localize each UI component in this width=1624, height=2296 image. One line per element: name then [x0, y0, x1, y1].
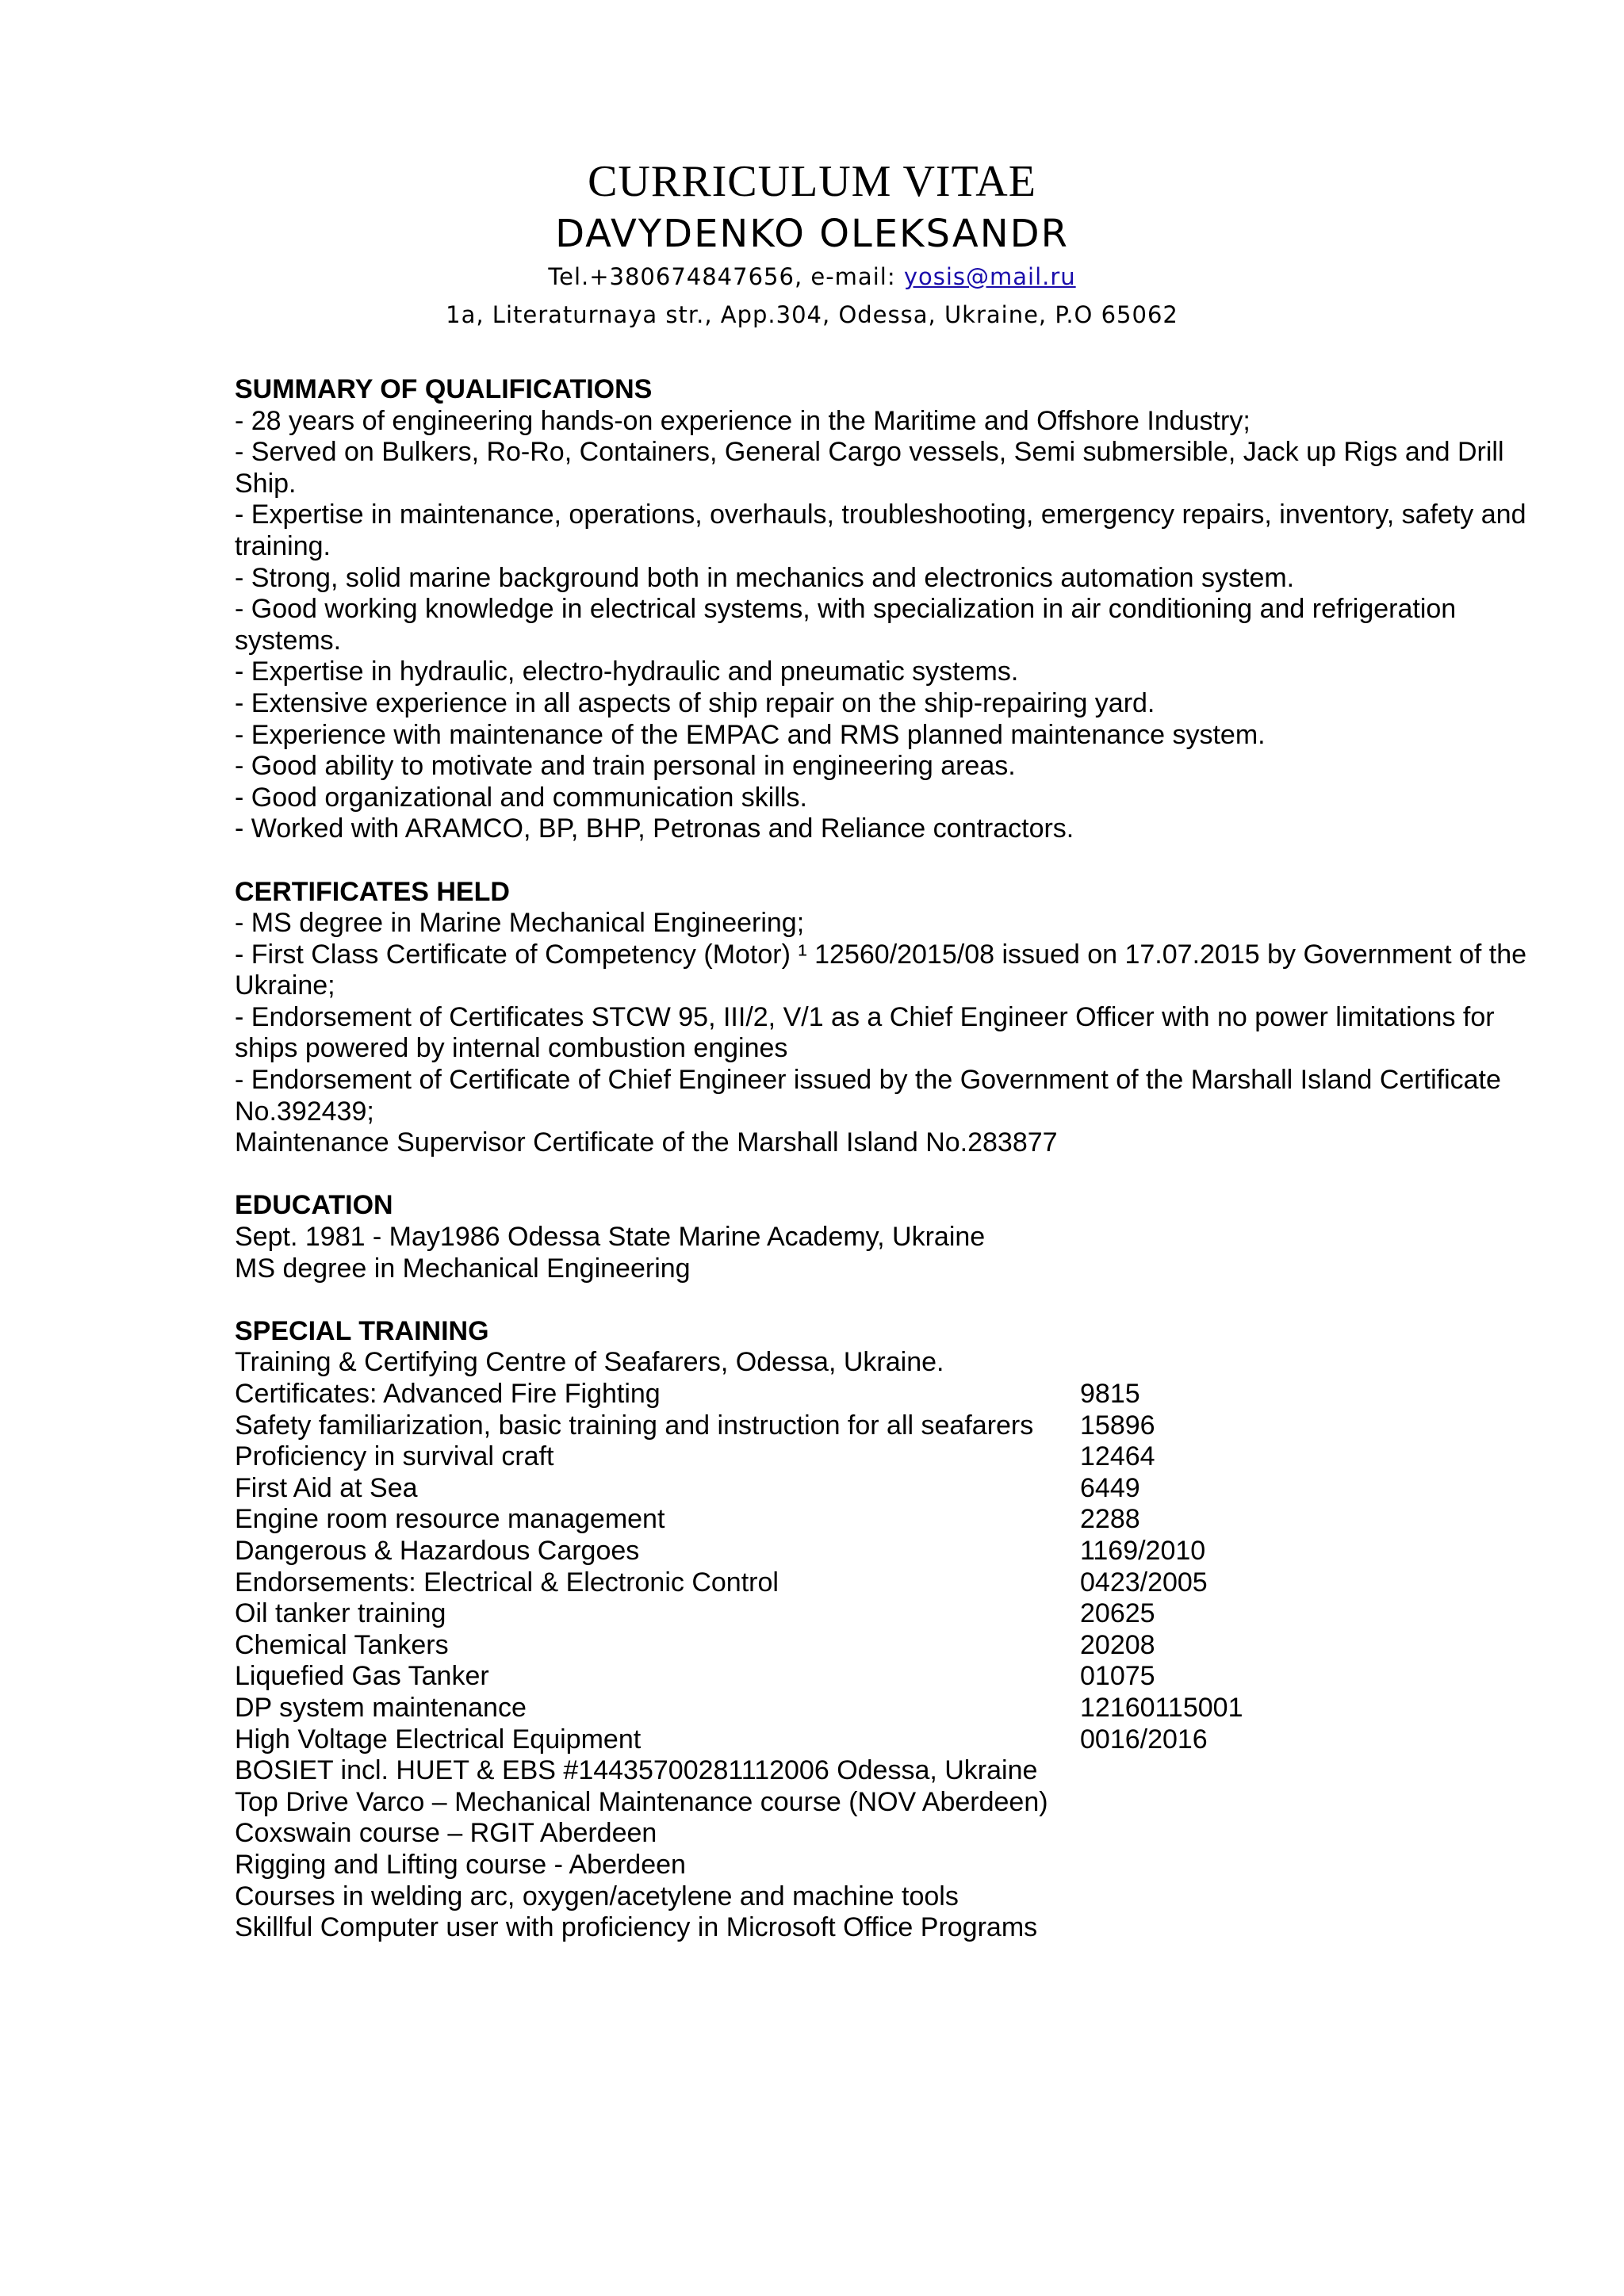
training-extra-item: Rigging and Lifting course - Aberdeen [235, 1849, 686, 1880]
email-link[interactable]: yosis@mail.ru [903, 263, 1076, 290]
section-title: SUMMARY OF QUALIFICATIONS [235, 374, 653, 404]
training-course: Proficiency in survival craft [235, 1441, 554, 1472]
training-row [235, 1598, 1535, 1630]
summary-item: - Expertise in hydraulic, electro-hydraulic and pneumatic systems. [235, 656, 1019, 687]
training-course: Safety familiarization, basic training and instruction for all seafarers [235, 1410, 1034, 1441]
cv-header [0, 155, 1624, 334]
cv-name: DAVYDENKO OLEKSANDR [555, 212, 1069, 256]
education-section [235, 1190, 1535, 1284]
training-extra-item: BOSIET incl. HUET & EBS #14435700281112006 Odessa, Ukraine [235, 1755, 1038, 1786]
training-row [235, 1379, 1535, 1410]
training-row [235, 1441, 1535, 1473]
training-course: High Voltage Electrical Equipment [235, 1724, 642, 1755]
training-course: Liquefied Gas Tanker [235, 1661, 489, 1692]
certificate-item: - Endorsement of Certificate of Chief Engineer issued by the Government of the Marshall Island Certificate No.392439; [235, 1065, 1501, 1127]
cv-title: CURRICULUM VITAE [588, 157, 1036, 206]
training-row [235, 1410, 1535, 1442]
training-extra-item: Coxswain course – RGIT Aberdeen [235, 1818, 657, 1849]
summary-item: - 28 years of engineering hands-on experience in the Maritime and Offshore Industry; [235, 405, 1251, 436]
summary-item: - Strong, solid marine background both in mechanics and electronics automation system. [235, 562, 1295, 593]
training-course: Chemical Tankers [235, 1629, 449, 1660]
training-row [235, 1536, 1535, 1567]
training-cert-number: 20625 [1080, 1598, 1155, 1629]
training-cert-number: 9815 [1080, 1379, 1140, 1409]
training-cert-number: 2288 [1080, 1504, 1140, 1535]
certificate-item: - MS degree in Marine Mechanical Engineering; [235, 908, 805, 939]
summary-item: - Served on Bulkers, Ro-Ro, Containers, General Cargo vessels, Semi submersible, Jack up Rigs and Drill Ship. [235, 437, 1504, 499]
training-row [235, 1473, 1535, 1505]
training-course: Endorsements: Electrical & Electronic Control [235, 1567, 779, 1598]
education-item: Sept. 1981 - May1986 Odessa State Marine Academy, Ukraine [235, 1222, 986, 1253]
training-intro: Training & Certifying Centre of Seafarers, Odessa, Ukraine. [235, 1347, 944, 1378]
certificate-item: - First Class Certificate of Competency (Motor) ¹ 12560/2015/08 issued on 17.07.2015 by Government of the Ukraine; [235, 939, 1527, 1001]
certificate-item: - Endorsement of Certificates STCW 95, III/2, V/1 as a Chief Engineer Officer with no power limitations for ships powered by internal combustion engines [235, 1001, 1495, 1064]
training-row [235, 1630, 1535, 1662]
summary-item: - Good working knowledge in electrical systems, with specialization in air conditioning and refrigeration systems. [235, 594, 1457, 656]
section-title: EDUCATION [235, 1190, 393, 1221]
training-cert-number: 6449 [1080, 1472, 1140, 1503]
training-cert-number: 20208 [1080, 1629, 1155, 1660]
training-row [235, 1567, 1535, 1599]
training-cert-number: 1169/2010 [1080, 1535, 1206, 1566]
training-cert-number: 0423/2005 [1080, 1567, 1208, 1598]
training-row [235, 1661, 1535, 1693]
summary-item: - Expertise in maintenance, operations, overhauls, troubleshooting, emergency repairs, inventory, safety and training. [235, 499, 1526, 561]
training-row [235, 1693, 1535, 1724]
training-cert-number: 15896 [1080, 1410, 1155, 1441]
training-course: Oil tanker training [235, 1598, 446, 1629]
training-cert-number: 0016/2016 [1080, 1724, 1208, 1755]
summary-item: - Experience with maintenance of the EMPAC and RMS planned maintenance system. [235, 719, 1266, 750]
training-cert-number: 12160115001 [1080, 1692, 1243, 1723]
education-item: MS degree in Mechanical Engineering [235, 1253, 691, 1284]
summary-item: - Good ability to motivate and train personal in engineering areas. [235, 751, 1016, 782]
certificate-item: Maintenance Supervisor Certificate of the Marshall Island No.283877 [235, 1127, 1058, 1158]
training-cert-number: 01075 [1080, 1661, 1155, 1692]
summary-item: - Worked with ARAMCO, BP, BHP, Petronas and Reliance contractors. [235, 813, 1074, 844]
training-course: First Aid at Sea [235, 1472, 418, 1503]
contact-line [0, 258, 1624, 296]
summary-item: - Extensive experience in all aspects of ship repair on the ship-repairing yard. [235, 687, 1155, 718]
address-line: 1a, Literaturnaya str., App.304, Odessa, Ukraine, P.O 65062 [446, 301, 1178, 328]
certificates-section [235, 877, 1535, 1159]
training-extra-item: Skillful Computer user with proficiency in Microsoft Office Programs [235, 1912, 1038, 1943]
cv-body [235, 374, 1535, 1975]
training-course: Dangerous & Hazardous Cargoes [235, 1535, 640, 1566]
training-section [235, 1316, 1535, 1944]
summary-section [235, 374, 1535, 845]
summary-item: - Good organizational and communication skills. [235, 782, 807, 813]
section-title: SPECIAL TRAINING [235, 1315, 489, 1346]
training-row [235, 1504, 1535, 1536]
training-course: DP system maintenance [235, 1692, 527, 1723]
training-cert-number: 12464 [1080, 1441, 1155, 1472]
training-extra-item: Courses in welding arc, oxygen/acetylene and machine tools [235, 1881, 959, 1911]
section-title: CERTIFICATES HELD [235, 876, 510, 907]
training-row [235, 1724, 1535, 1756]
contact-phone: Tel.+380674847656, e-mail: [548, 263, 904, 290]
training-course: Certificates: Advanced Fire Fighting [235, 1379, 661, 1409]
training-course: Engine room resource management [235, 1504, 665, 1535]
training-extra-item: Top Drive Varco – Mechanical Maintenance course (NOV Aberdeen) [235, 1786, 1048, 1817]
